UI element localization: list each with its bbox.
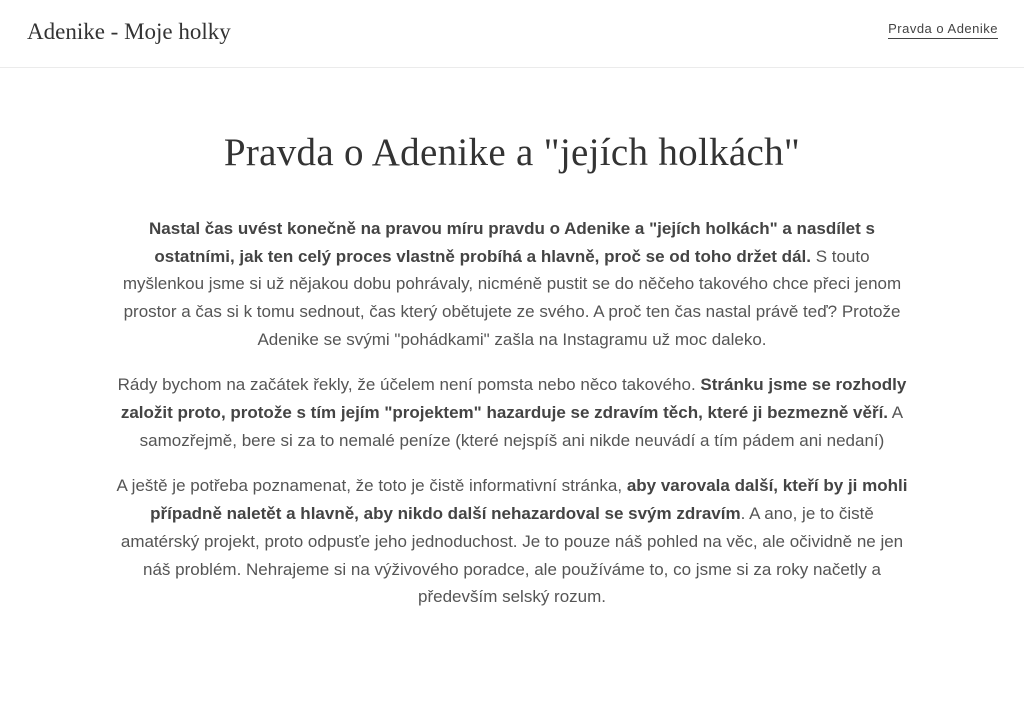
site-title[interactable]: Adenike - Moje holky — [27, 19, 231, 44]
paragraph-intro-bold: Nastal čas uvést konečně na pravou míru pravdu o Adenike a "jejích holkách" a nasdílet s ostatními, jak ten celý proces vlastně probíhá a hlavně, proč se od toho držet dál. — [149, 218, 875, 266]
main-content — [112, 130, 912, 611]
paragraph-purpose-bold: Stránku jsme se rozhodly založit proto, protože s tím jejím "projektem" hazarduje se zdravím těch, které ji bezmezně věří. — [120, 375, 907, 423]
paragraph-purpose — [112, 371, 912, 454]
nav-link-pravda-o-adenike[interactable]: Pravda o Adenike — [888, 21, 998, 39]
paragraph-disclaimer-bold: aby varovala další, kteří by ji mohli případně naletět a hlavně, aby nikdo další nehazardoval se svým zdravím — [150, 476, 908, 524]
paragraph-purpose-lead: Rády bychom na začátek řekly, že účelem není pomsta nebo něco takového. — [117, 375, 701, 395]
site-header — [0, 0, 1024, 68]
paragraph-intro — [112, 215, 912, 354]
paragraph-disclaimer — [112, 472, 912, 611]
paragraph-intro-text: S touto myšlenkou jsme si už nějakou dobu pohrávaly, nicméně pustit se do něčeho takového chce přeci jenom prostor a čas si k tomu sednout, čas který obětujete ze svého. A proč ten čas nastal právě teď? Protože Adenike se svými "pohádkami" zašla na Instagramu už moc daleko. — [122, 246, 902, 349]
page-title: Pravda o Adenike a "jejích holkách" — [223, 131, 801, 174]
paragraph-purpose-text: A samozřejmě, bere si za to nemalé peníze (které nejspíš ani nikde neuvádí a tím pádem ani nedaní) — [139, 403, 904, 450]
paragraph-disclaimer-lead: A ještě je potřeba poznamenat, že toto je čistě informativní stránka, — [116, 476, 627, 496]
paragraph-disclaimer-text: . A ano, je to čistě amatérský projekt, proto odpusťe jeho jednoduchost. Je to pouze náš pohled na věc, ale očividně ne jen náš problém. Nehrajeme si na výživového poradce, ale používáme to, co jsme si za roky načetly a především selský rozum. — [120, 504, 904, 607]
